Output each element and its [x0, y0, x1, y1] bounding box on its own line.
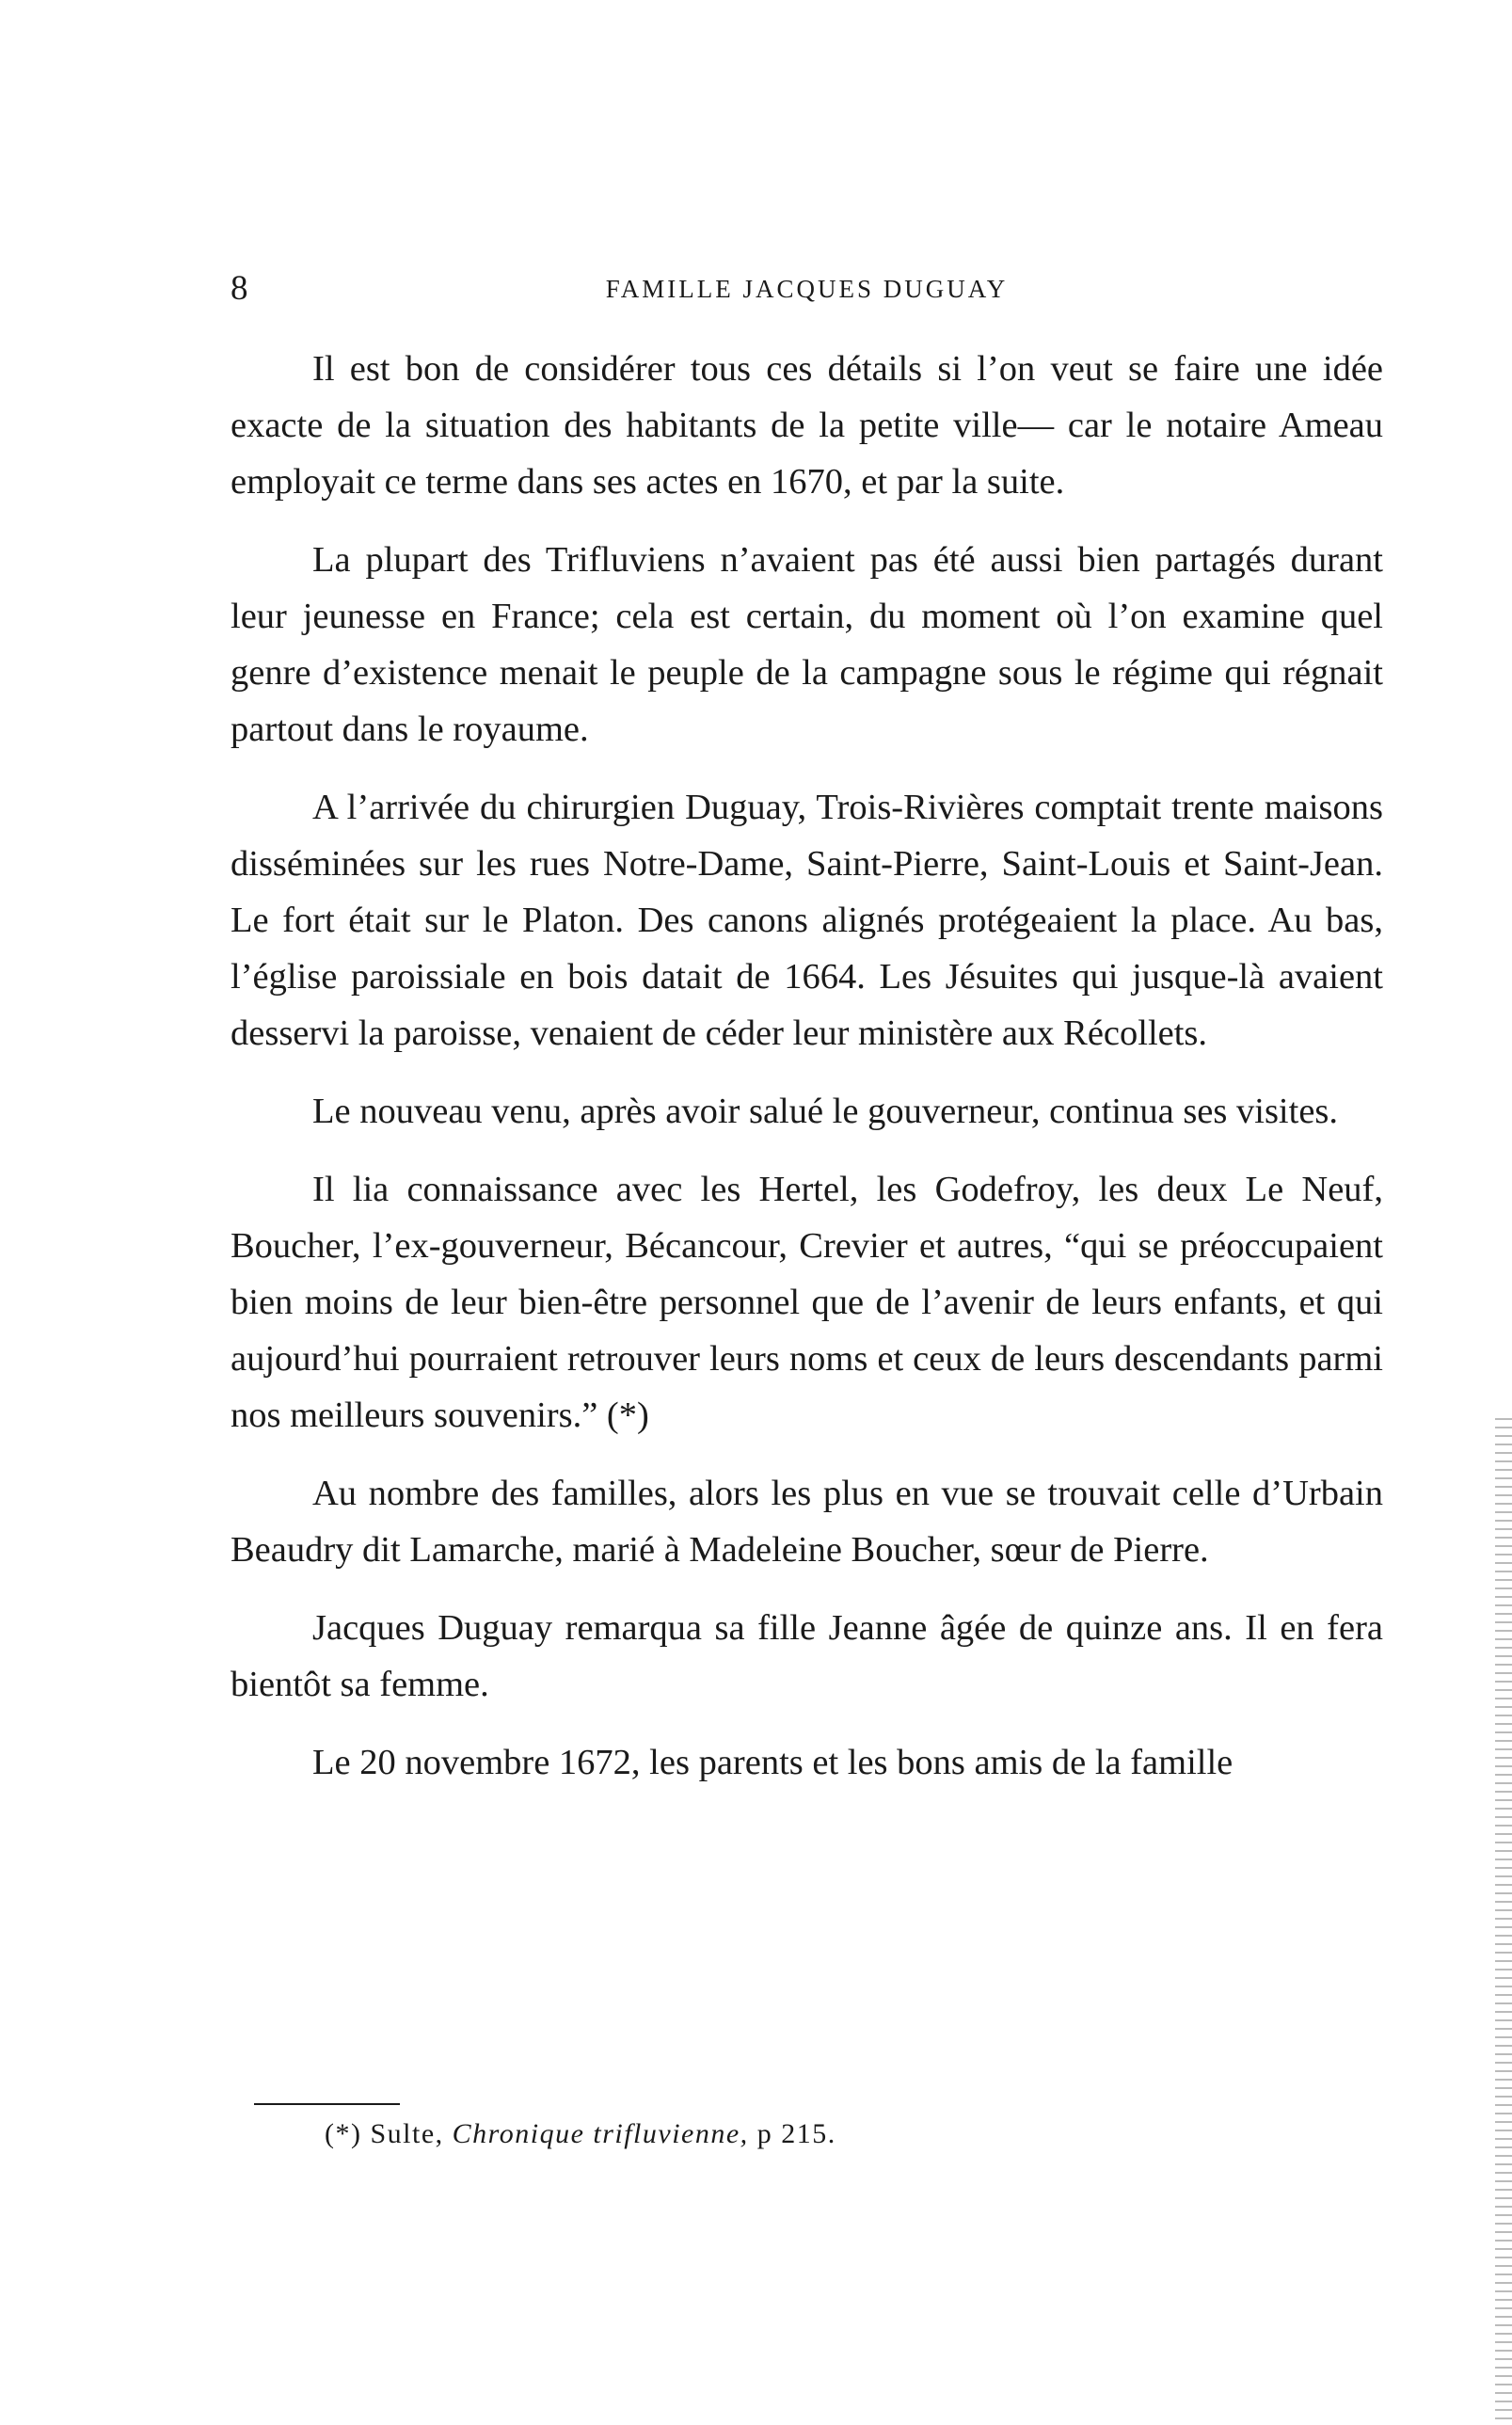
footnote-author: Sulte,: [370, 2118, 444, 2149]
page-number: 8: [231, 269, 248, 308]
paragraph-1: Il est bon de considérer tous ces détails si l’on veut se faire une idée exacte de la situation des habitants de la petite ville— car le notaire Ameau employait ce terme dans ses actes en 1670, et par la suite.: [231, 349, 1383, 502]
footnote-divider: [254, 2103, 400, 2105]
paragraph-8: Le 20 novembre 1672, les parents et les bons amis de la famille: [312, 1743, 1233, 1782]
paragraph-5: Il lia connaissance avec les Hertel, les Godefroy, les deux Le Neuf, Boucher, l’ex-gouverneur, Bécancour, Crevier et autres, “qui se préoccupaient bien moins de leur bien-être personnel que de l’avenir de leurs enfants, et qui aujourd’hui pourraient retrouver leurs noms et ceux de leurs descendants parmi nos meilleurs souvenirs.” (*): [231, 1170, 1383, 1435]
body-text: [231, 341, 1383, 1812]
paragraph-4: Le nouveau venu, après avoir salué le gouverneur, continua ses visites.: [312, 1092, 1339, 1131]
paragraph-7: Jacques Duguay remarqua sa fille Jeanne âgée de quinze ans. Il en fera bientôt sa femme.: [231, 1608, 1383, 1704]
scan-edge-artifact: [1495, 1412, 1512, 2425]
paragraph-3: A l’arrivée du chirurgien Duguay, Trois-Rivières comptait trente maisons disséminées sur les rues Notre-Dame, Saint-Pierre, Saint-Louis et Saint-Jean. Le fort était sur le Platon. Des canons alignés protégeaient la place. Au bas, l’église paroissiale en bois datait de 1664. Les Jésuites qui jusque-là avaient desservi la paroisse, venaient de céder leur ministère aux Récollets.: [231, 788, 1383, 1053]
footnote-title: Chronique trifluvienne,: [452, 2118, 749, 2149]
paragraph-2: La plupart des Trifluviens n’avaient pas été aussi bien partagés durant leur jeunesse en France; cela est certain, du moment où l’on examine quel genre d’existence menait le peuple de la campagne sous le régime qui régnait partout dans le royaume.: [231, 540, 1383, 749]
running-title: FAMILLE JACQUES DUGUAY: [605, 275, 1009, 303]
footnote-page: p 215.: [756, 2118, 836, 2149]
footnote-marker: (*): [325, 2118, 362, 2149]
footnote: [325, 2115, 836, 2153]
paragraph-6: Au nombre des familles, alors les plus en vue se trouvait celle d’Urbain Beaudry dit Lamarche, marié à Madeleine Boucher, sœur de Pierre.: [231, 1474, 1383, 1570]
page-header: [231, 265, 1383, 312]
